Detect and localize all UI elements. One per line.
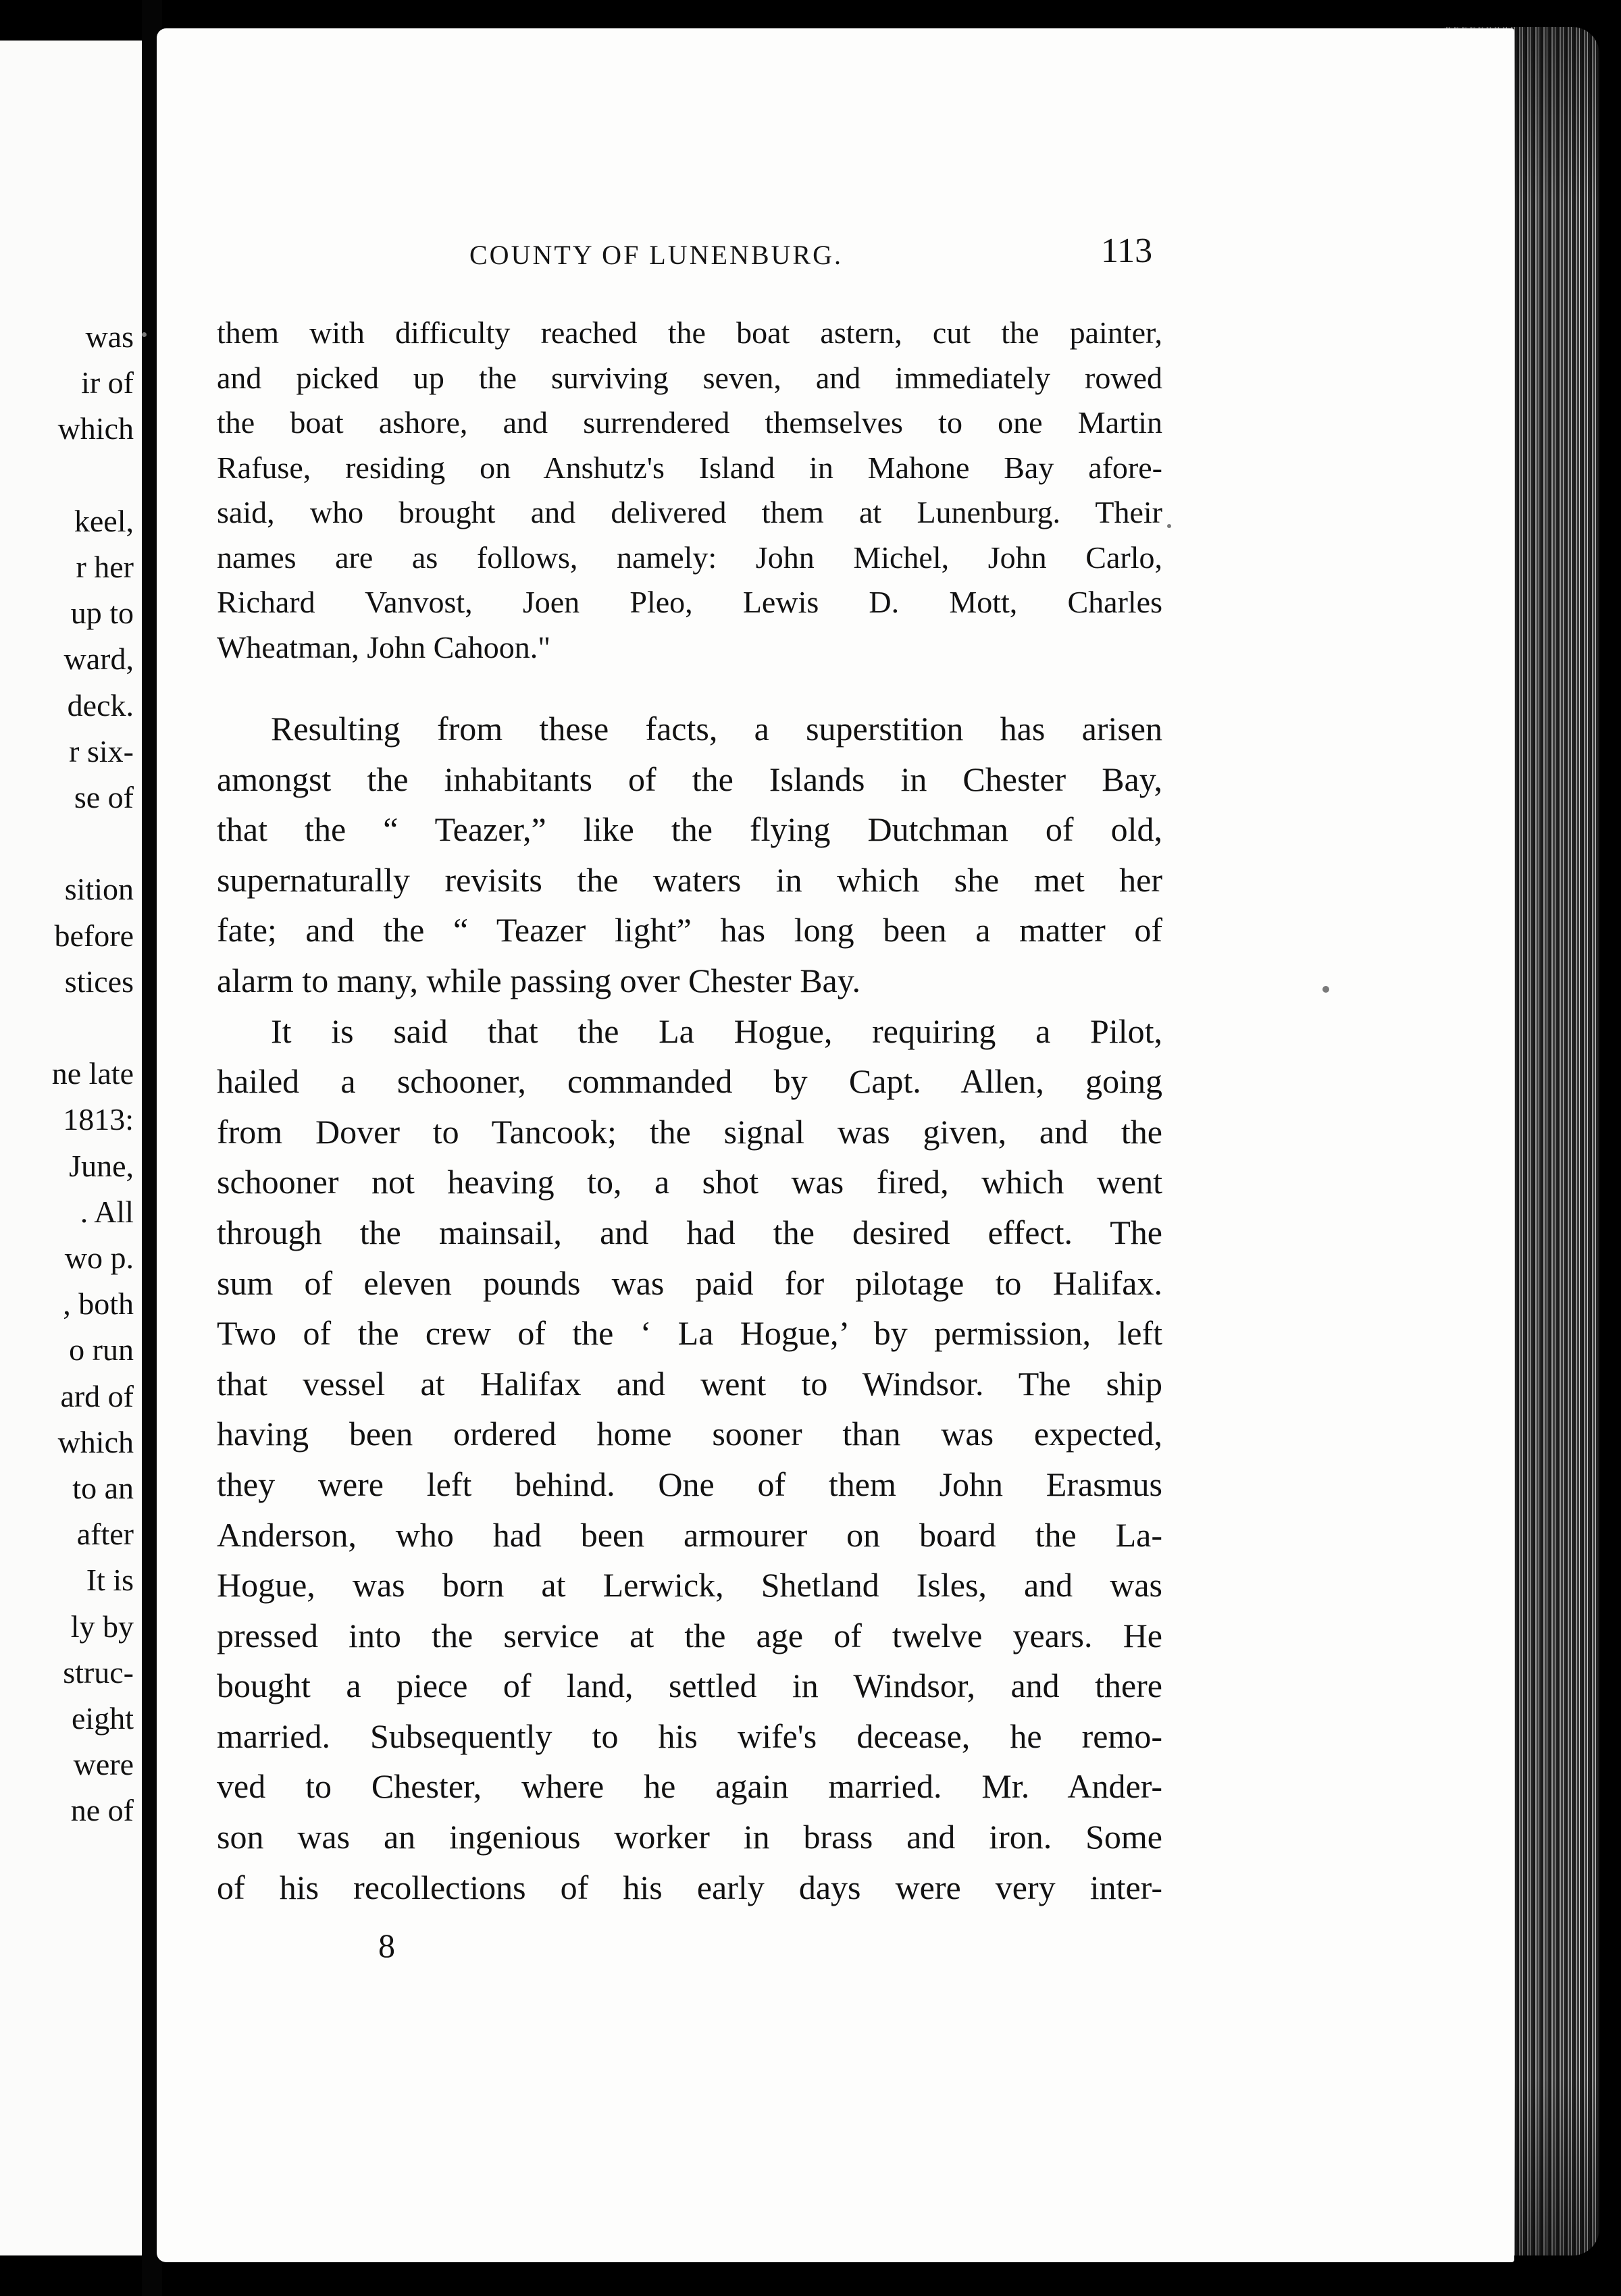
- left-page-fragment: to an: [72, 1471, 134, 1505]
- left-page-fragment: , both: [63, 1286, 134, 1322]
- text-line: hailed a schooner, commanded by Capt. Allen, going: [217, 1062, 1162, 1101]
- left-facing-page: [0, 41, 142, 2255]
- text-line: names are as follows, namely: John Michel, John Carlo,: [217, 540, 1162, 575]
- text-line: amongst the inhabitants of the Islands in Chester Bay,: [217, 760, 1162, 798]
- left-page-fragment: ward,: [63, 642, 134, 677]
- text-line: of his recollections of his early days were very inter-: [217, 1868, 1162, 1906]
- left-page-fragment: ne late: [51, 1056, 134, 1091]
- text-line: Wheatman, John Cahoon.": [217, 629, 551, 664]
- text-line: Resulting from these facts, a superstition has arisen: [271, 710, 1162, 748]
- text-line: that the “ Teazer,” like the flying Dutchman of old,: [217, 810, 1162, 849]
- paragraph-3: [217, 1006, 1162, 1913]
- left-page-fragment: ly by: [70, 1609, 134, 1644]
- text-line: Richard Vanvost, Joen Pleo, Lewis D. Mott, Charles: [217, 585, 1162, 619]
- text-line: Rafuse, residing on Anshutz's Island in Mahone Bay afore-: [217, 450, 1162, 485]
- text-line: having been ordered home sooner than was expected,: [217, 1415, 1162, 1453]
- text-line: son was an ingenious worker in brass and iron. Some: [217, 1818, 1162, 1856]
- page-number: 113: [1101, 232, 1153, 270]
- running-head: COUNTY OF LUNENBURG.: [469, 240, 843, 270]
- text-line: fate; and the “ Teazer light” has long been a matter of: [217, 911, 1162, 949]
- text-line: It is said that the La Hogue, requiring a Pilot,: [271, 1012, 1162, 1050]
- paragraph-2: [217, 704, 1162, 1006]
- left-page-fragment: after: [76, 1517, 134, 1552]
- text-line: Hogue, was born at Lerwick, Shetland Isles, and was: [217, 1566, 1162, 1604]
- left-page-fragment: was: [85, 319, 134, 354]
- left-page-fragment: which: [57, 411, 134, 446]
- body-text: [217, 311, 1162, 1912]
- text-line: supernaturally revisits the waters in which she met her: [217, 860, 1162, 899]
- left-page-fragment: struc-: [63, 1654, 134, 1690]
- left-page-fragment: stices: [64, 964, 134, 999]
- paragraph-1: [217, 311, 1162, 670]
- left-page-fragment: keel,: [74, 503, 134, 538]
- signature-mark: 8: [378, 1927, 395, 1964]
- left-page-fragment: ir of: [81, 365, 134, 400]
- paper-speck: [142, 332, 147, 337]
- text-line: through the mainsail, and had the desired effect. The: [217, 1213, 1162, 1251]
- left-page-fragment: r six-: [69, 733, 134, 768]
- text-line: them with difficulty reached the boat astern, cut the painter,: [217, 315, 1162, 350]
- left-page-fragment: which: [57, 1424, 134, 1459]
- left-page-fragment: June,: [69, 1148, 134, 1183]
- text-line: the boat ashore, and surrendered themselves to one Martin: [217, 405, 1162, 440]
- text-line: Anderson, who had been armourer on board the La-: [217, 1515, 1162, 1554]
- left-page-fragment: 1813:: [63, 1102, 134, 1137]
- text-line: that vessel at Halifax and went to Windsor. The ship: [217, 1364, 1162, 1403]
- left-page-fragment: se of: [74, 780, 134, 814]
- left-page-fragment: r her: [76, 550, 134, 584]
- paper-speck: [1167, 524, 1171, 528]
- text-line: said, who brought and delivered them at Lunenburg. Their: [217, 495, 1162, 529]
- text-line: alarm to many, while passing over Chester Bay.: [217, 961, 861, 999]
- text-line: ved to Chester, where he again married. Mr. Ander-: [217, 1767, 1162, 1806]
- left-page-fragment: It is: [86, 1563, 134, 1598]
- text-line: from Dover to Tancook; the signal was given, and the: [217, 1112, 1162, 1151]
- text-line: Two of the crew of the ‘ La Hogue,’ by permission, left: [217, 1314, 1162, 1353]
- left-page-fragment: up to: [70, 596, 134, 631]
- text-line: pressed into the service at the age of twelve years. He: [217, 1616, 1162, 1654]
- text-line: they were left behind. One of them John Erasmus: [217, 1465, 1162, 1503]
- left-page-fragment: wo p.: [64, 1241, 134, 1275]
- paper-speck: [1322, 986, 1329, 993]
- left-page-fragment: eight: [72, 1701, 134, 1736]
- left-page-fragment: sition: [64, 872, 134, 907]
- left-page-fragment: before: [54, 918, 134, 953]
- text-line: bought a piece of land, settled in Windsor, and there: [217, 1667, 1162, 1705]
- left-page-fragment: deck.: [67, 687, 134, 723]
- left-page-fragment: o run: [69, 1332, 134, 1367]
- text-line: sum of eleven pounds was paid for pilotage to Halifax.: [217, 1263, 1162, 1302]
- text-line: married. Subsequently to his wife's decease, he remo-: [217, 1717, 1162, 1755]
- text-line: schooner not heaving to, a shot was fired, which went: [217, 1163, 1162, 1201]
- left-page-fragment: ard of: [60, 1378, 134, 1413]
- text-line: and picked up the surviving seven, and immediately rowed: [217, 360, 1162, 395]
- left-page-fragment: ne of: [70, 1793, 134, 1828]
- left-page-fragment: . All: [80, 1194, 134, 1229]
- left-page-fragment: were: [73, 1747, 134, 1782]
